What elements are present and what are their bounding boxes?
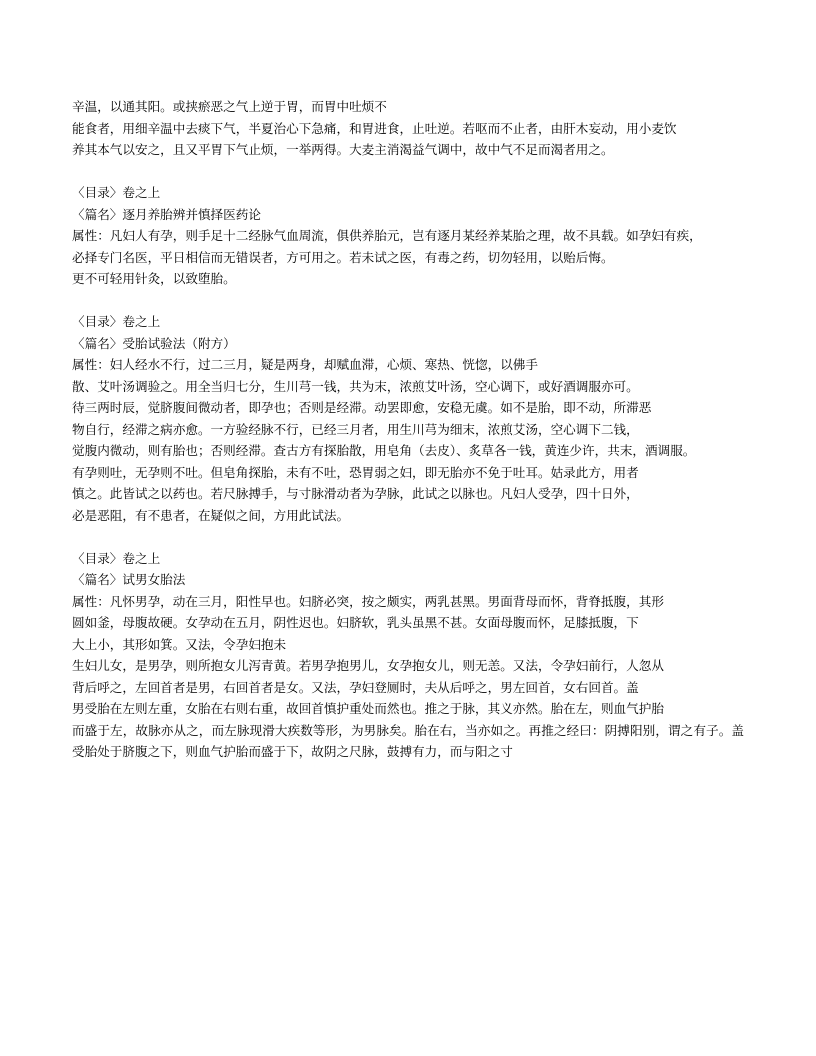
paragraph-line: 辛温，以通其阳。或挟瘀恶之气上逆于胃，而胃中吐烦不 — [72, 99, 387, 114]
chapter-title-line: 〈篇名〉逐月养胎辨并慎择医药论 — [72, 206, 261, 222]
paragraph-line: 散、艾叶汤调验之。用全当归七分，生川芎一钱，共为末，浓煎艾叶汤，空心调下，或好酒调服亦可。 — [72, 378, 639, 394]
catalog-line: 〈目录〉卷之上 — [72, 185, 161, 200]
paragraph-line: 慎之。此皆试之以药也。若尺脉搏手，与寸脉滑动者为孕脉，此试之以脉也。凡妇人受孕，四十日外， — [72, 486, 639, 501]
paragraph-line: 背后呼之，左回首者是男，右回首者是女。又法，孕妇登厕时，夫从后呼之，男左回首，女右回首。盖 — [72, 679, 639, 695]
paragraph-line: 觉腹内微动，则有胎也；否则经滞。查古方有探胎散，用皂角（去皮）、炙草各一钱，黄连少许，共末，酒调服。 — [72, 443, 696, 458]
paragraph-line: 必择专门名医，平日相信而无错误者，方可用之。若未试之医，有毒之药，切勿轻用，以贻后悔。 — [72, 249, 614, 265]
paragraph-spacer — [72, 161, 744, 183]
paragraph-line: 养其本气以安之，且又平胃下气止烦，一举两得。大麦主消渴益气调中，故中气不足而渴者用之。 — [72, 142, 614, 157]
paragraph-line: 男受胎在左则左重，女胎在右则右重，故回首慎护重处而然也。推之于脉，其义亦然。胎在左，则血气护胎 — [72, 701, 664, 716]
catalog-line: 〈目录〉卷之上 — [72, 314, 161, 329]
chapter-title-line: 〈篇名〉试男女胎法 — [72, 572, 186, 587]
text-block-2 — [72, 182, 744, 290]
paragraph-line: 生妇儿女，是男孕，则所抱女儿泻青黄。若男孕抱男儿，女孕抱女儿，则无恙。又法，令孕妇前行，人忽从 — [72, 658, 664, 673]
paragraph-line: 待三两时辰，觉脐腹间微动者，即孕也；否则是经滞。动罢即愈，安稳无虞。如不是胎，即不动，所滞恶 — [72, 400, 652, 415]
paragraph-line: 属性：凡怀男孕，动在三月，阳性早也。妇脐必突，按之颇实，两乳甚黑。男面背母而怀，背脊抵腹，其形 — [72, 593, 664, 609]
paragraph-line: 圆如釜，母腹故硬。女孕动在五月，阴性迟也。妇脐软，乳头虽黑不甚。女面母腹而怀，足膝抵腹，下 — [72, 615, 639, 630]
catalog-line: 〈目录〉卷之上 — [72, 550, 161, 566]
paragraph-line: 物自行，经滞之病亦愈。一方验经脉不行，已经三月者，用生川芎为细末，浓煎艾汤，空心调下二钱， — [72, 421, 639, 437]
text-block-4 — [72, 548, 744, 763]
document-body — [72, 96, 744, 763]
paragraph-line: 更不可轻用针灸，以致堕胎。 — [72, 271, 236, 286]
paragraph-spacer — [72, 526, 744, 548]
paragraph-line: 而盛于左，故脉亦从之，而左脉现滑大疾数等形，为男脉矣。胎在右，当亦如之。再推之经曰：阴搏阳别，谓之有子。盖受胎处于脐腹之下，则血气护胎而盛于下，故阴之尺脉，鼓搏有力，而与阳之寸 — [72, 722, 744, 759]
paragraph-line: 必是恶阻，有不患者，在疑似之间，方用此试法。 — [72, 507, 350, 523]
paragraph-line: 能食者，用细辛温中去痰下气，半夏治心下急痛，和胃进食，止吐逆。若呕而不止者，由肝木妄动，用小麦饮 — [72, 120, 677, 136]
paragraph-spacer — [72, 290, 744, 312]
paragraph-line: 大上小，其形如箕。又法，令孕妇抱未 — [72, 636, 287, 652]
text-block-1 — [72, 96, 744, 161]
text-block-3 — [72, 311, 744, 526]
chapter-title-line: 〈篇名〉受胎试验法（附方） — [72, 335, 236, 351]
paragraph-line: 属性：凡妇人有孕，则手足十二经脉气血周流，俱供养胎元，岂有逐月某经养某胎之理，故不具载。如孕妇有疾， — [72, 228, 702, 243]
paragraph-line: 有孕则吐，无孕则不吐。但皂角探胎，未有不吐，恐胃弱之妇，即无胎亦不免于吐耳。姑录此方，用者 — [72, 464, 639, 480]
paragraph-line: 属性：妇人经水不行，过二三月，疑是两身，却赋血滞，心烦、寒热、恍惚，以佛手 — [72, 357, 538, 372]
